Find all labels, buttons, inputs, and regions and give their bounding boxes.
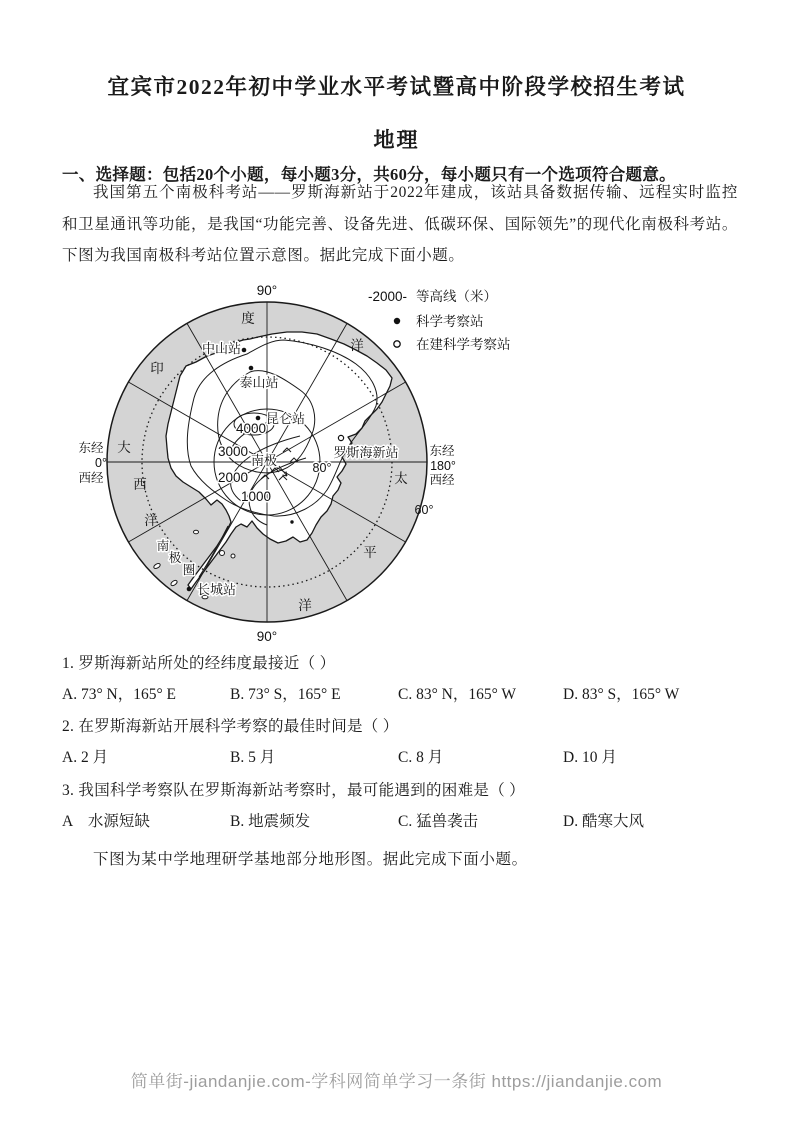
kunlun-station-dot [256, 416, 261, 421]
rosshai-station-label: 罗斯海新站 [333, 445, 399, 460]
question-3: 3. 我国科学考察队在罗斯海新站考察时，最可能遇到的困难是（ ） [62, 782, 525, 799]
legend-contour-symbol: -2000- [368, 289, 408, 304]
contour-1000-label: 1000 [240, 489, 272, 504]
option-2a: A. 2 月 [62, 749, 109, 766]
indian-ocean-char-1: 印 [150, 361, 164, 376]
option-1b: B. 73° S，165° E [230, 686, 341, 703]
pacific-ocean-char-3: 洋 [298, 598, 312, 613]
right-east-longitude-label: 东经 [429, 444, 455, 458]
taishan-station-dot [249, 366, 254, 371]
meridian-90-bottom-label: 90° [256, 629, 278, 644]
option-3d: D. 酷寒大风 [563, 813, 644, 830]
legend-under-construction-circle-icon [394, 341, 400, 347]
option-3a: A 水源短缺 [62, 813, 150, 830]
contour-4000-label: 4000 [235, 421, 267, 436]
parallel-80-label: 80° [312, 461, 332, 475]
legend-station-dot-icon [394, 318, 400, 324]
pacific-ocean-char-1: 太 [394, 471, 408, 486]
footer-watermark: 简单街-jiandanjie.com-学科网简单学习一条街 https://jiandanjie.com [130, 1072, 663, 1091]
contour-2000-label: 2000 [217, 470, 249, 485]
option-1d: D. 83° S，165° W [563, 686, 680, 703]
atlantic-ocean-char-3: 洋 [144, 513, 158, 528]
exam-subject: 地理 [373, 128, 420, 152]
question-2: 2. 在罗斯海新站开展科学考察的最佳时间是（ ） [62, 718, 399, 735]
antarctica-map [55, 272, 525, 648]
right-west-longitude-label: 西经 [429, 473, 455, 487]
indian-ocean-char-3: 洋 [350, 338, 364, 353]
question-2-options [62, 745, 762, 767]
option-1a: A. 73° N，165° E [62, 686, 177, 703]
left-east-longitude-label: 东经 [78, 441, 104, 455]
option-3b: B. 地震频发 [230, 813, 311, 830]
meridian-90-top-label: 90° [256, 283, 278, 298]
atlantic-ocean-char-1: 大 [117, 440, 131, 455]
atlantic-ocean-char-2: 西 [133, 477, 147, 492]
zhongshan-station-dot [242, 348, 247, 353]
changcheng-station-label: 长城站 [197, 582, 237, 597]
question-1: 1. 罗斯海新站所处的经纬度最接近（ ） [62, 655, 336, 672]
antarctic-circle-char-3: 圈 [182, 563, 196, 577]
left-0-label: 0° [95, 456, 107, 470]
map-legend [368, 288, 511, 352]
option-1c: C. 83° N，165° W [398, 686, 517, 703]
question-1-options [62, 682, 762, 704]
option-2d: D. 10 月 [563, 749, 617, 766]
note-paragraph: 下图为某中学地理研学基地部分地形图。据此完成下面小题。 [93, 851, 528, 868]
option-2c: C. 8 月 [398, 749, 444, 766]
right-180-label: 180° [430, 459, 456, 473]
zhongshan-station-label: 中山站 [201, 341, 241, 356]
page-title: 宜宾市2022年初中学业水平考试暨高中阶段学校招生考试 [107, 75, 686, 99]
changcheng-station-dot [187, 587, 192, 592]
rosshai-station-circle [338, 435, 343, 440]
unnamed-dot [290, 520, 293, 523]
left-west-longitude-label: 西经 [78, 471, 104, 485]
option-3c: C. 猛兽袭击 [398, 813, 479, 830]
south-pole-label: 南极 [250, 453, 278, 468]
indian-ocean-char-2: 度 [241, 311, 255, 326]
legend-contour-label: 等高线（米） [416, 289, 497, 304]
taishan-station-label: 泰山站 [239, 375, 279, 390]
kunlun-station-label: 昆仑站 [266, 411, 306, 426]
section-heading: 一、选择题：包括20个小题，每小题3分，共60分，每小题只有一个选项符合题意。 [62, 165, 676, 184]
contour-3000-label: 3000 [217, 444, 249, 459]
legend-station-label: 科学考察站 [416, 314, 484, 329]
antarctic-circle-char-2: 极 [168, 551, 182, 565]
antarctic-circle-char-1: 南 [156, 539, 170, 553]
pacific-ocean-char-2: 平 [363, 545, 377, 560]
legend-under-construction-label: 在建科学考察站 [416, 337, 511, 352]
option-2b: B. 5 月 [230, 749, 276, 766]
parallel-60-label: 60° [414, 503, 434, 517]
question-3-options [62, 809, 762, 831]
intro-paragraph: 我国第五个南极科考站——罗斯海新站于2022年建成，该站具备数据传输、远程实时监控和卫星通讯等功能，是我国“功能完善、设备先进、低碳环保、国际领先”的现代化南极科考站。下图为我国南极科考站位置示意图。据此完成下面小题。 [62, 184, 738, 264]
